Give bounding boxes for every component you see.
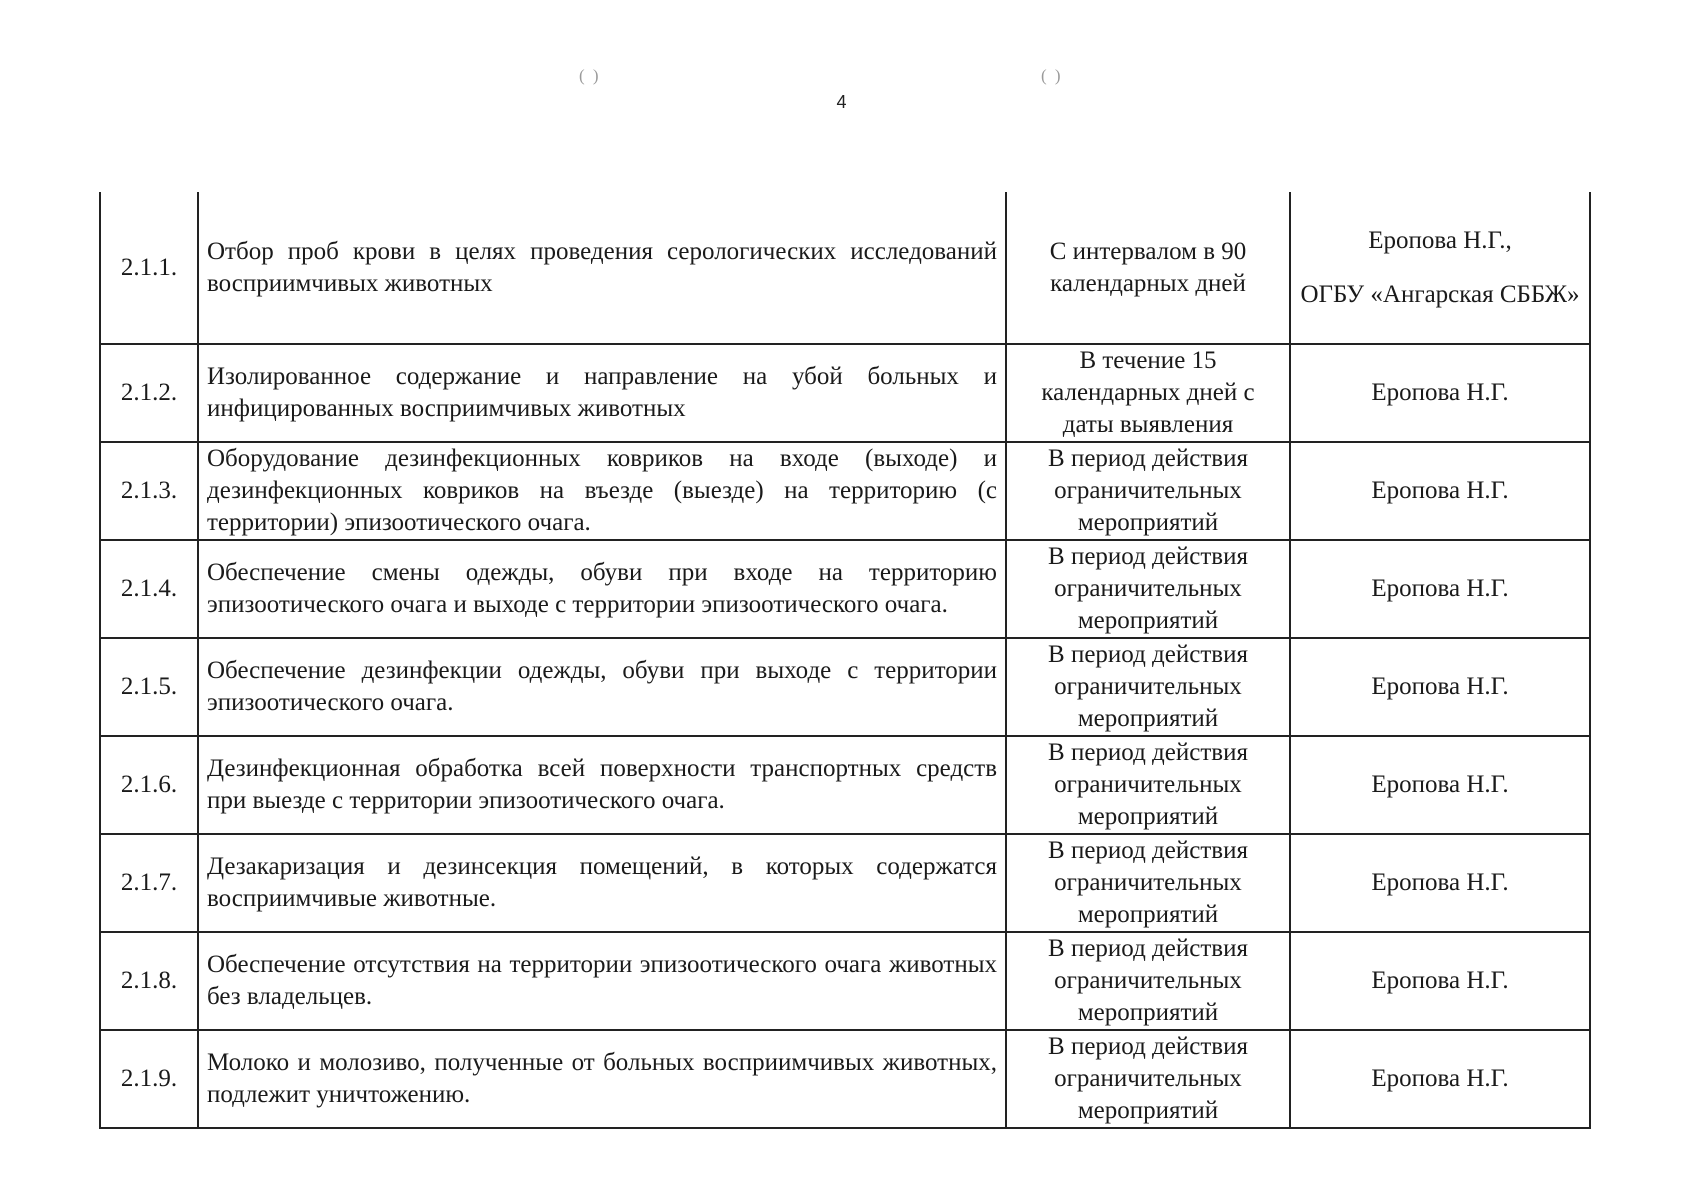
responsible-name: Еропова Н.Г. bbox=[1290, 1030, 1590, 1128]
table-row bbox=[100, 834, 1590, 932]
measure-text: Оборудование дезинфекционных ковриков на входе (выходе) и дезинфекционных ковриков на въезде (выезде) на территорию (с территории) эпизоотического очага. bbox=[198, 442, 1006, 540]
term-text: В период действия ограничительных мероприятий bbox=[1006, 1030, 1290, 1128]
term-text: В период действия ограничительных мероприятий bbox=[1006, 736, 1290, 834]
measure-text: Молоко и молозиво, полученные от больных восприимчивых животных, подлежит уничтожению. bbox=[198, 1030, 1006, 1128]
spacer bbox=[1299, 257, 1581, 279]
responsible-name: Еропова Н.Г. bbox=[1290, 834, 1590, 932]
measure-text: Дезинфекционная обработка всей поверхности транспортных средств при выезде с территории эпизоотического очага. bbox=[198, 736, 1006, 834]
responsible-cell bbox=[1290, 192, 1590, 344]
responsible-name: Еропова Н.Г. bbox=[1290, 442, 1590, 540]
responsible-name: Еропова Н.Г. bbox=[1290, 638, 1590, 736]
term-text: В период действия ограничительных мероприятий bbox=[1006, 442, 1290, 540]
table-row bbox=[100, 1030, 1590, 1128]
table-row bbox=[100, 932, 1590, 1030]
row-number: 2.1.7. bbox=[100, 834, 198, 932]
responsible-name: Еропова Н.Г. bbox=[1290, 736, 1590, 834]
binding-mark-left: ( ) bbox=[579, 66, 601, 85]
row-number: 2.1.9. bbox=[100, 1030, 198, 1128]
term-text: В течение 15 календарных дней с даты выявления bbox=[1006, 344, 1290, 442]
row-number: 2.1.4. bbox=[100, 540, 198, 638]
measure-text: Обеспечение отсутствия на территории эпизоотического очага животных без владельцев. bbox=[198, 932, 1006, 1030]
responsible-name: Еропова Н.Г. bbox=[1290, 932, 1590, 1030]
row-number: 2.1.6. bbox=[100, 736, 198, 834]
term-text: В период действия ограничительных мероприятий bbox=[1006, 638, 1290, 736]
term-text: В период действия ограничительных мероприятий bbox=[1006, 932, 1290, 1030]
table-row bbox=[100, 344, 1590, 442]
row-number: 2.1.1. bbox=[100, 192, 198, 344]
binding-mark-right: ( ) bbox=[1041, 66, 1063, 85]
term-text: В период действия ограничительных мероприятий bbox=[1006, 834, 1290, 932]
table-row bbox=[100, 540, 1590, 638]
measure-text: Обеспечение смены одежды, обуви при входе на территорию эпизоотического очага и выходе с территории эпизоотического очага. bbox=[198, 540, 1006, 638]
measures-table bbox=[99, 192, 1591, 1129]
row-number: 2.1.8. bbox=[100, 932, 198, 1030]
row-number: 2.1.5. bbox=[100, 638, 198, 736]
responsible-organization: ОГБУ «Ангарская СББЖ» bbox=[1300, 280, 1580, 308]
table-row bbox=[100, 638, 1590, 736]
responsible-name: Еропова Н.Г. bbox=[1290, 344, 1590, 442]
measure-text: Обеспечение дезинфекции одежды, обуви при выходе с территории эпизоотического очага. bbox=[198, 638, 1006, 736]
measure-text: Изолированное содержание и направление на убой больных и инфицированных восприимчивых животных bbox=[198, 344, 1006, 442]
row-number: 2.1.2. bbox=[100, 344, 198, 442]
measure-text: Дезакаризация и дезинсекция помещений, в которых содержатся восприимчивые животные. bbox=[198, 834, 1006, 932]
term-text: В период действия ограничительных мероприятий bbox=[1006, 540, 1290, 638]
row-number: 2.1.3. bbox=[100, 442, 198, 540]
page-number: 4 bbox=[836, 92, 847, 112]
table-row bbox=[100, 736, 1590, 834]
table-row bbox=[100, 442, 1590, 540]
responsible-name: Еропова Н.Г. bbox=[1290, 540, 1590, 638]
table-row bbox=[100, 192, 1590, 344]
term-text: С интервалом в 90 календарных дней bbox=[1006, 192, 1290, 344]
responsible-name: Еропова Н.Г., bbox=[1368, 226, 1512, 254]
measure-text: Отбор проб крови в целях проведения серологических исследований восприимчивых животных bbox=[198, 192, 1006, 344]
